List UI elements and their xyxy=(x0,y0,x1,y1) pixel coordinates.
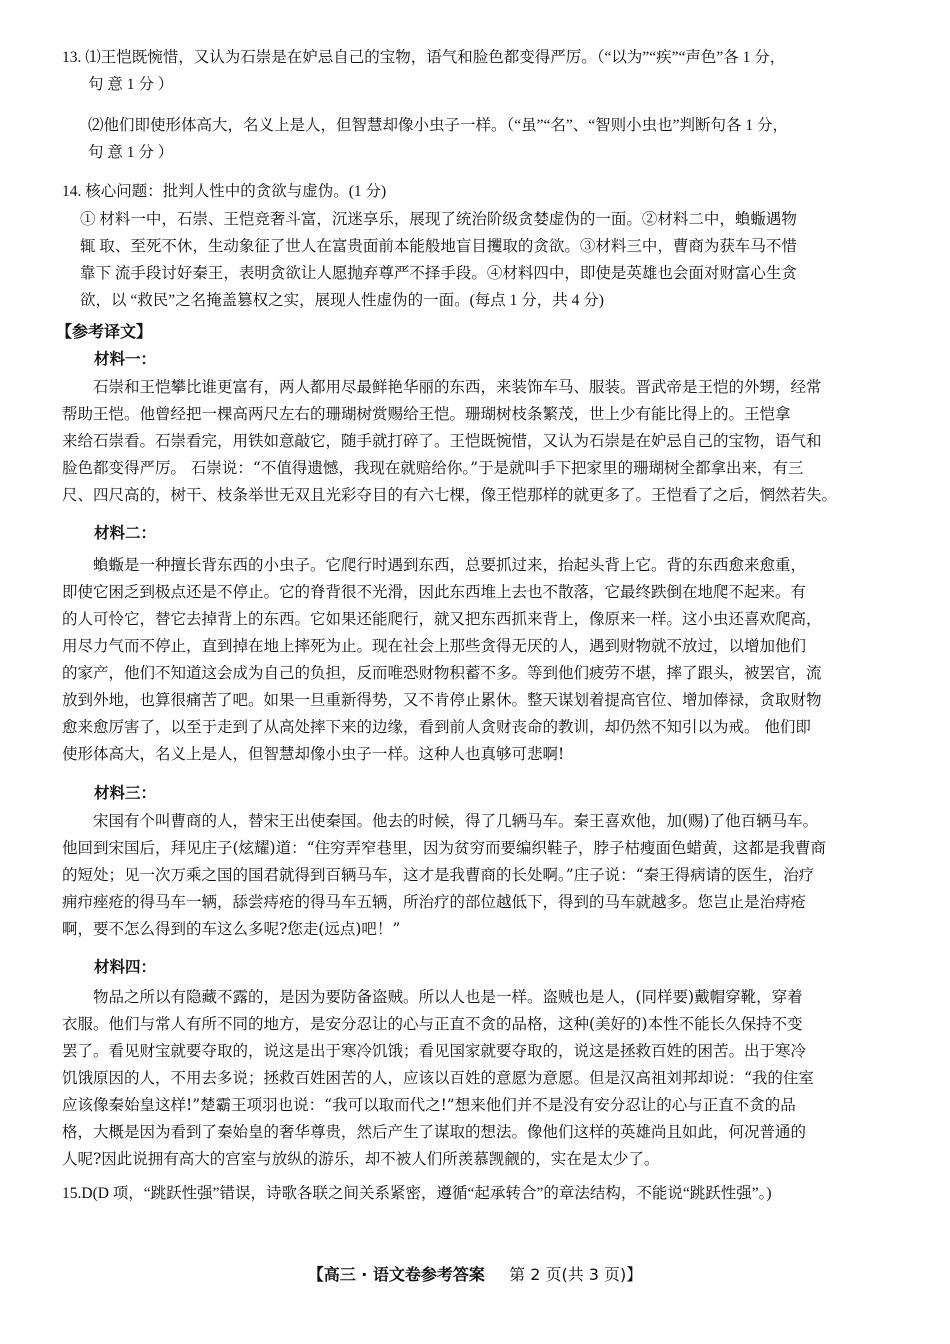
translation-title: 【参考译文】 xyxy=(56,322,153,341)
material-4-line: 物品之所以有隐藏不露的，是因为要防备盗贼。所以人也是一样。盗贼也是人，(同样要)戴帽穿靴，穿着 xyxy=(93,988,803,1006)
q14-line: 辄 取、至死不休，生动象征了世人在富贵面前本能般地盲目攫取的贪欲。③材料三中，曹商为获车马不惜 xyxy=(80,238,797,255)
material-1-text xyxy=(62,374,892,509)
material-2-line: 愈来愈厉害了，以至于走到了从高处摔下来的边缘，看到前人贪财丧命的教训，却仍然不知引以为戒。 他们即 xyxy=(62,718,811,736)
material-3-heading: 材料三： xyxy=(94,784,157,802)
material-4-line: 衣服。他们与常人有所不同的地方，是安分忍让的心与正直不贪的品格，这种(美好的)本性不能长久保持不变 xyxy=(62,1015,803,1033)
q14-heading: 14. 核心问题：批判人性中的贪欲与虚伪。(1 分) xyxy=(62,183,387,200)
material-3-text xyxy=(62,808,892,943)
material-4-line: 罢了。看见财宝就要夺取的，说这是出于寒冷饥饿；看见国家就要夺取的，说这是拯救百姓的困苦。出于寒冷 xyxy=(62,1042,807,1060)
material-3-line: 啊，要不怎么得到的车这么多呢?您走(远点)吧！” xyxy=(62,920,401,938)
q13-part2 xyxy=(88,112,892,166)
material-2-line: 的家产，他们不知道这会成为自己的负担，反而唯恐财物积蓄不多。等到他们疲劳不堪，摔了跟头，被罢官，流 xyxy=(62,664,822,682)
material-3-line: 的短处；见一次万乘之国的国君就得到百辆马车，这才是我曹商的长处啊。”庄子说：“秦王得病请的医生，治疗 xyxy=(62,866,815,884)
material-2-line: 的人可怜它，替它去掉背上的东西。它如果还能爬行，就又把东西抓来背上，像原来一样。这小虫还喜欢爬高， xyxy=(62,610,822,628)
q14-line: ① 材料一中，石崇、王恺竞奢斗富，沉迷享乐，展现了统治阶级贪婪虚伪的一面。②材料二中，蝜蝂遇物 xyxy=(80,211,797,228)
material-1-line: 石崇和王恺攀比谁更富有，两人都用尽最鲜艳华丽的东西，来装饰车马、服装。晋武帝是王恺的外甥，经常 xyxy=(93,378,822,396)
q13-part1 xyxy=(62,44,892,98)
material-4-line: 饥饿原因的人，不用去多说；拯救百姓困苦的人，应该以百姓的意愿为意愿。但是汉高祖刘邦却说：“我的住室 xyxy=(62,1069,814,1087)
material-2-line: 即使它困乏到极点还是不停止。它的脊背很不光滑，因此东西堆上去也不散落，它最终跌倒在地爬不起来。有 xyxy=(62,583,807,601)
material-4-heading: 材料四： xyxy=(94,958,157,976)
q13-part2-line1: ⑵他们即使形体高大，名义上是人，但智慧却像小虫子一样。（“虽”“名”、“智则小虫也”判断句各 1 分， xyxy=(88,117,789,134)
q14-answer xyxy=(80,206,892,314)
material-2-heading: 材料二： xyxy=(94,524,157,542)
footer-title: 【高三 · 语文卷参考答案 xyxy=(307,1265,485,1284)
q13-part1-line2: 句 意 1 分 ） xyxy=(88,76,174,93)
material-1-line: 来给石崇看。石崇看完，用铁如意敲它，随手就打碎了。王恺既惋惜，又认为石崇是在妒忌自己的宝物，语气和 xyxy=(62,432,822,450)
footer-page-number: 第 2 页(共 3 页)】 xyxy=(509,1265,643,1284)
material-1-heading: 材料一： xyxy=(94,350,157,368)
material-4-line: 人呢?因此说拥有高大的宫室与放纵的游乐，却不被人们所羡慕觊觎的，实在是太少了。 xyxy=(62,1150,660,1168)
material-2-line: 放到外地，也算很痛苦了吧。如果一旦重新得势，又不肯停止累休。整天谋划着提高官位、增加俸禄，贪取财物 xyxy=(62,691,822,709)
material-3-line: 宋国有个叫曹商的人，替宋王出使秦国。他去的时候，得了几辆马车。秦王喜欢他，加(赐)了他百辆马车。 xyxy=(93,812,819,830)
material-4-line: 应该像秦始皇这样!”楚霸王项羽也说：“我可以取而代之!”想来他们并不是没有安分忍让的心与正直不贪的品 xyxy=(62,1096,796,1114)
material-3-line: 痈疖痤疮的得马车一辆，舔尝痔疮的得马车五辆，所治疗的部位越低下，得到的马车就越多。您岂止是治痔疮 xyxy=(62,893,807,911)
q15-answer: 15.D(D 项，“跳跃性强”错误，诗歌各联之间关系紧密，遵循“起承转合”的章法结构，不能说“跳跃性强”。) xyxy=(62,1185,772,1202)
material-1-line: 脸色都变得严厉。 石崇说：“不值得遗憾，我现在就赔给你。”于是就叫手下把家里的珊瑚树全都拿出来，有三 xyxy=(62,459,804,477)
q14-line: 欲，以 “救民”之名掩盖篡权之实，展现人性虚伪的一面。(每点 1 分，共 4 分) xyxy=(80,292,604,309)
material-1-line: 尺、四尺高的，树干、枝条举世无双且光彩夺目的有六七棵，像王恺那样的就更多了。王恺看了之后，惘然若失。 xyxy=(62,486,838,504)
material-4-line: 格，大概是因为看到了秦始皇的奢华尊贵，然后产生了谋取的想法。像他们这样的英雄尚且如此，何况普通的 xyxy=(62,1123,807,1141)
material-2-text xyxy=(62,552,892,768)
material-4-text xyxy=(62,984,892,1173)
q13-part2-line2: 句 意 1 分 ） xyxy=(88,144,174,161)
q14-line: 靠下 流手段讨好秦王，表明贪欲让人愿抛弃尊严不择手段。④材料四中，即使是英雄也会面对财富心生贪 xyxy=(80,265,797,282)
material-2-line: 使形体高大，名义上是人，但智慧却像小虫子一样。这种人也真够可悲啊! xyxy=(62,745,565,763)
material-2-line: 蝜蝂是一种擅长背东西的小虫子。它爬行时遇到东西，总要抓过来，抬起头背上它。背的东西愈来愈重， xyxy=(93,556,807,574)
page-footer xyxy=(0,1262,950,1285)
q13-part1-line1: 13. ⑴王恺既惋惜，又认为石崇是在妒忌自己的宝物，语气和脸色都变得严厉。（“以为”“疾”“声色”各 1 分， xyxy=(62,49,786,66)
material-1-line: 帮助王恺。他曾经把一棵高两尺左右的珊瑚树赏赐给王恺。珊瑚树枝条繁茂，世上少有能比得上的。王恺拿 xyxy=(62,405,791,423)
material-3-line: 他回到宋国后，拜见庄子(炫耀)道：“住穷弄窄巷里，因为贫穷而要编织鞋子，脖子枯瘦面色蜡黄，这都是我曹商 xyxy=(62,839,827,857)
material-2-line: 用尽力气而不停止，直到掉在地上摔死为止。现在社会上那些贪得无厌的人，遇到财物就不放过，以增加他们 xyxy=(62,637,807,655)
